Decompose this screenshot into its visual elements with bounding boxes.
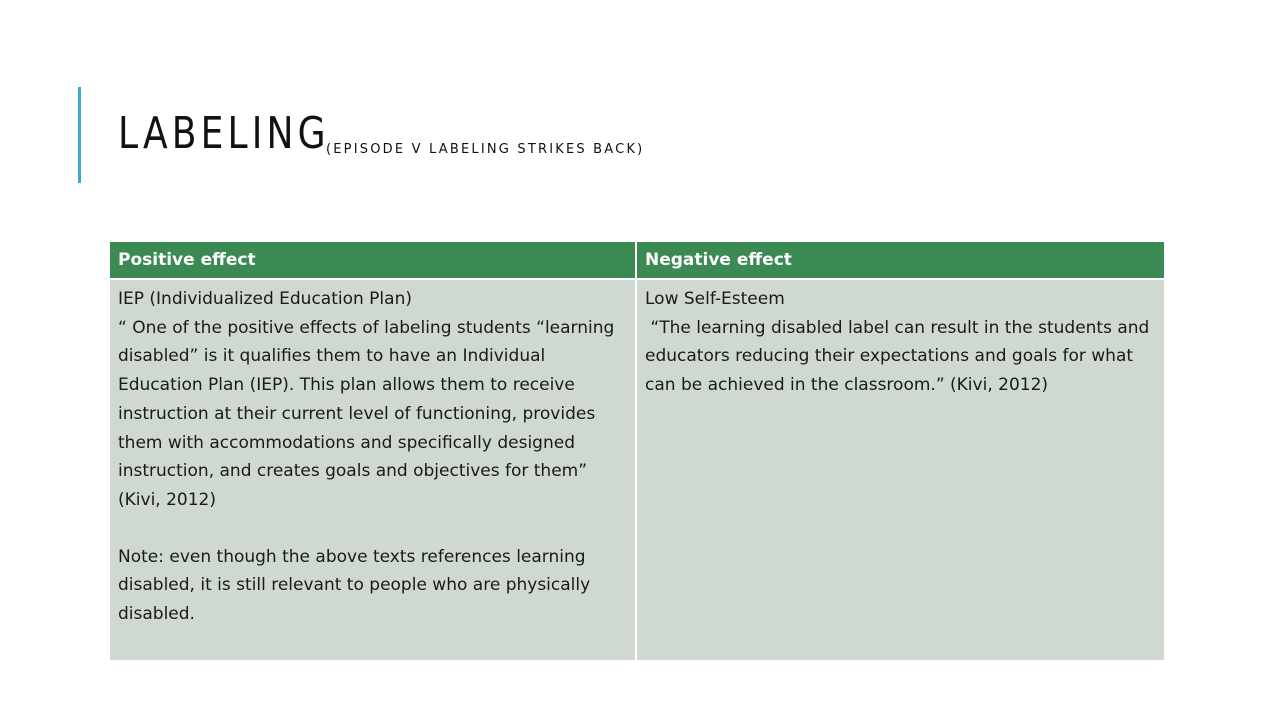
negative-quote: “The learning disabled label can result in the students and educators reducing their expectations and goals for what can be achieved in the classroom.” (Kivi, 2012) bbox=[645, 317, 1155, 396]
negative-effect-cell bbox=[636, 279, 1165, 661]
negative-heading: Low Self-Esteem bbox=[645, 289, 785, 309]
positive-quote: “ One of the positive effects of labeling students “learning disabled” is it qualifies them to have an Individual Education Plan (IEP). This plan allows them to receive instruction at their current level of functioning, provides them with accommodations and specifically designed instruction, and creates goals and objectives for them” (Kivi, 2012) bbox=[118, 317, 620, 510]
title-accent-bar bbox=[78, 87, 81, 183]
positive-note: Note: even though the above texts references learning disabled, it is still relevant to people who are physically disabled. bbox=[118, 546, 596, 625]
positive-effect-cell bbox=[109, 279, 636, 661]
effects-table bbox=[108, 240, 1166, 662]
table-header-row bbox=[109, 241, 1165, 279]
title-subtitle: (EPISODE V LABELING STRIKES BACK) bbox=[326, 142, 645, 157]
table-row bbox=[109, 279, 1165, 661]
slide-title bbox=[118, 108, 645, 159]
header-positive-effect: Positive effect bbox=[109, 241, 636, 279]
title-main: LABELING bbox=[118, 108, 330, 159]
positive-heading: IEP (Individualized Education Plan) bbox=[118, 289, 412, 309]
header-negative-effect: Negative effect bbox=[636, 241, 1165, 279]
